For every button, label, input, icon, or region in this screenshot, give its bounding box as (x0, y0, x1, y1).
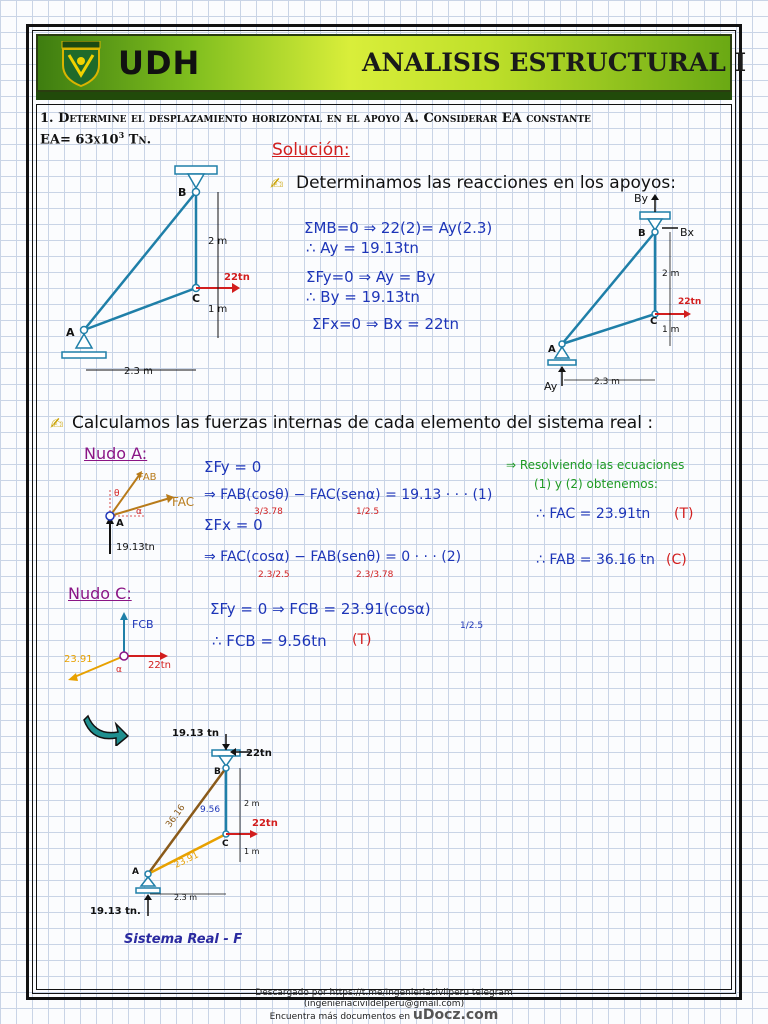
nudo-a-eq-2-sub-1: 3/3.78 (254, 507, 283, 517)
nudo-a-eq-4-sub-2: 2.3/3.78 (356, 570, 394, 580)
dim-1m: 1 m (208, 304, 228, 315)
nudo-a-alpha: α (136, 507, 142, 517)
dim-1m-2: 1 m (662, 325, 680, 335)
nudo-a-eq-4: ⇒ FAC(cosα) − FAB(senθ) = 0 · · · (2) (204, 549, 462, 565)
nudo-a-fab-label: FAB (138, 472, 157, 483)
footer-line-3-text: Encuentra más documentos en (269, 1012, 411, 1022)
nudo-a-title: Nudo A: (84, 444, 148, 463)
header-underline (36, 92, 732, 100)
step1-text: Determinamos las reacciones en los apoyos: (296, 173, 676, 193)
sr-fab-value: 36.16 (164, 803, 188, 830)
sr-dim-2m: 2 m (244, 799, 260, 808)
sr-load-22: 22tn (252, 818, 278, 829)
nudo-c-fcb-label: FCB (132, 618, 154, 631)
sr-dim-1m: 1 m (244, 847, 260, 856)
sr-dim-23m: 2.3 m (174, 893, 198, 902)
label-ay: Ay (544, 380, 558, 393)
problem-exponent: 3 (118, 130, 125, 140)
label-bx: Bx (680, 226, 695, 239)
support-a-pin (76, 334, 92, 348)
support-b-top (175, 166, 217, 174)
nudo-c-eq-1-sub: 1/2.5 (460, 621, 484, 631)
reaction-eq-2b: ∴ By = 19.13tn (306, 288, 420, 306)
nudo-a-eq-2-sub-2: 1/2.5 (356, 507, 380, 517)
reaction-eq-1: ΣMB=0 ⇒ 22(2)= Ay(2.3) (304, 219, 493, 237)
sistema-real-diagram (86, 722, 306, 922)
footer-line-3 (0, 1007, 768, 1023)
nudo-c-fac-value: 23.91 (64, 654, 93, 665)
nudo-c-eq-1: ΣFy = 0 ⇒ FCB = 23.91(cosα) (210, 600, 431, 618)
label-c-2: C (650, 316, 658, 327)
nudo-c-fbd (60, 610, 200, 700)
resolve-line-1: ⇒ Resolviendo las ecuaciones (506, 458, 685, 472)
nudo-a-theta: θ (114, 489, 120, 499)
solution-title: Solución: (272, 140, 350, 160)
nudo-c-type: (T) (352, 632, 372, 648)
label-a: A (66, 326, 75, 339)
dim-23m: 2.3 m (124, 366, 153, 377)
dim-2m: 2 m (208, 236, 228, 247)
support-a-base (62, 352, 106, 358)
dim-23m-2: 2.3 m (594, 377, 620, 387)
sr-label-a: A (132, 867, 139, 877)
pencil-icon-2: ✍ (50, 414, 64, 433)
label-c: C (192, 292, 201, 305)
university-shield-icon (60, 41, 102, 87)
reaction-eq-1b: ∴ Ay = 19.13tn (306, 239, 419, 257)
download-footer (0, 988, 768, 1023)
problem-unit: Tn. (124, 132, 152, 148)
reaction-eq-2: ΣFy=0 ⇒ Ay = By (306, 268, 436, 286)
nudo-c-alpha: α (116, 665, 122, 675)
sr-ay-value: 19.13 tn. (90, 906, 141, 917)
sr-by-value: 19.13 tn (172, 728, 220, 739)
udocz-brand-link[interactable]: uDocz.com (412, 1007, 499, 1023)
label-by: By (634, 192, 649, 205)
nudo-c-eq-2: ∴ FCB = 9.56tn (212, 632, 327, 650)
nudo-a-fac-label: FAC (172, 495, 195, 509)
footer-line-2: (ingenieriacivildelperu@gmail.com) (303, 999, 465, 1009)
sr-fac-value: 23.91 (172, 850, 201, 871)
dim-2m-2: 2 m (662, 269, 680, 279)
nudo-a-ay-label: 19.13tn (116, 542, 155, 553)
label-b-2: B (638, 228, 646, 239)
nudo-a-fbd (96, 466, 206, 562)
problem-line-1: 1. Determine el desplazamiento horizontal en el apoyo A. Considerar EA constante (40, 111, 591, 126)
nudo-c-title: Nudo C: (68, 584, 132, 603)
footer-line-1: Descargado por https://t.me/Ingenieriacivilperu telegram (255, 988, 513, 998)
nudo-a-label: A (116, 518, 124, 529)
pencil-icon: ✍ (270, 174, 284, 193)
problem-statement (40, 110, 720, 148)
fac-result: ∴ FAC = 23.91tn (536, 506, 651, 522)
problem-ea: EA= 63x10 (40, 132, 119, 148)
sistema-real-caption: Sistema Real - F (124, 932, 243, 947)
fab-result: ∴ FAB = 36.16 tn (536, 552, 655, 568)
load-22tn: 22tn (224, 272, 250, 283)
logo-text: UDH (118, 44, 201, 82)
problem-line-2 (40, 127, 720, 148)
nudo-a-eq-2: ⇒ FAB(cosθ) − FAC(senα) = 19.13 · · · (1) (204, 487, 493, 503)
sr-label-b: B (214, 767, 221, 777)
nudo-a-eq-4-sub-1: 2.3/2.5 (258, 570, 290, 580)
label-a-2: A (548, 344, 556, 355)
nudo-c-load: 22tn (148, 660, 171, 671)
fab-type: (C) (666, 552, 687, 568)
sr-fcb-value: 9.56 (200, 805, 221, 815)
label-b: B (178, 186, 187, 199)
load-22tn-2: 22tn (678, 297, 702, 307)
nudo-a-eq-3: ΣFx = 0 (204, 516, 263, 534)
truss-geometry-diagram (56, 162, 266, 382)
support-b-pin (188, 174, 204, 188)
nudo-a-eq-1: ΣFy = 0 (204, 458, 262, 476)
resolve-line-2: (1) y (2) obtenemos: (534, 477, 658, 491)
step2-text: Calculamos las fuerzas internas de cada elemento del sistema real : (72, 413, 654, 433)
course-title: ANALISIS ESTRUCTURAL I (362, 48, 747, 77)
fac-type: (T) (674, 506, 694, 522)
sr-label-c: C (222, 839, 229, 849)
reactions-diagram (534, 190, 724, 400)
sr-bx-22: 22tn (246, 748, 272, 759)
reaction-eq-3: ΣFx=0 ⇒ Bx = 22tn (312, 315, 459, 333)
